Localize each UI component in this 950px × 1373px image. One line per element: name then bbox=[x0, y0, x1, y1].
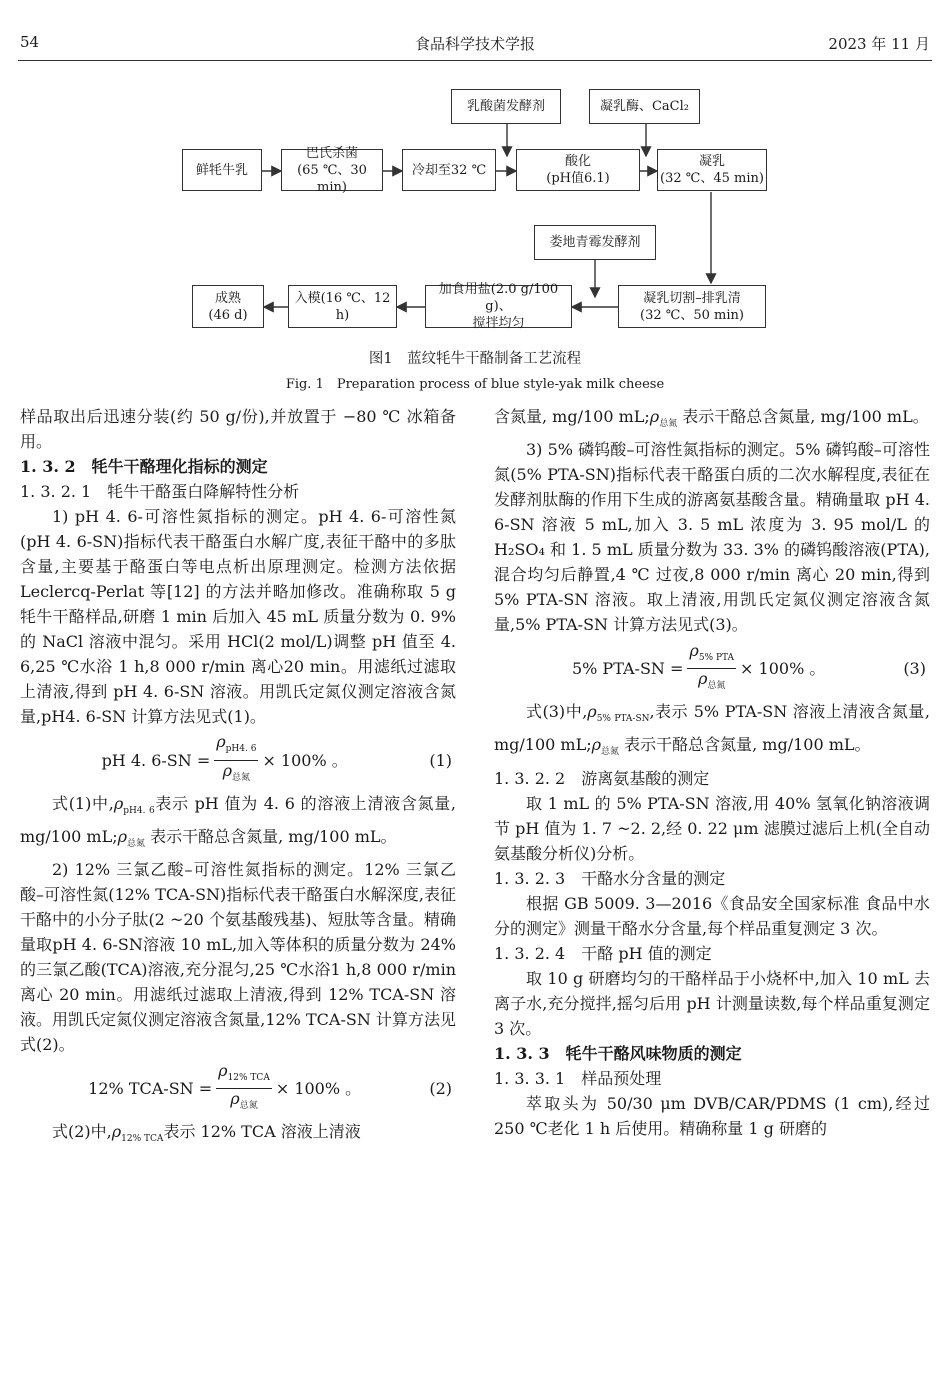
box-fresh-milk: 鲜牦牛乳 bbox=[182, 149, 262, 191]
paragraph: 2) 12% 三氯乙酸–可溶性氮指标的测定。12% 三氯乙酸–可溶性氮(12% TCA-SN)指标代表干酪蛋白水解深度,表征干酪中的小分子肽(2 ~20 个氨基酸残基)、短肽等含量。精确量取pH 4. 6-SN溶液 10 mL,加入等体积的质量分数为 24% 的三氯乙酸(TCA)溶液,充分混匀,25 ℃水浴1 h,8 000 r/min 离心 20 min。用滤纸过滤取上清液,得到 12% TCA-SN 溶液。用凯氏定氮仪测定溶液含氮量,12% TCA-SN 计算方法见式(2)。 bbox=[20, 860, 456, 1055]
paragraph: 取 10 g 研磨均匀的干酪样品于小烧杯中,加入 10 mL 去离子水,充分搅拌,摇匀后用 pH 计测量读数,每个样品重复测定 3 次。 bbox=[494, 968, 930, 1038]
section-heading: 1. 3. 2 牦牛干酪理化指标的测定 bbox=[20, 457, 268, 476]
box-mold-starter: 娄地青霉发酵剂 bbox=[534, 225, 656, 260]
box-lactic-starter: 乳酸菌发酵剂 bbox=[451, 89, 561, 124]
journal-title: 食品科学技术学报 bbox=[414, 35, 535, 53]
figure-caption-en: Fig. 1 Preparation process of blue style-yak milk cheese bbox=[285, 377, 665, 392]
paragraph: 含氮量, mg/100 $mL;\rho_{总氮}$ 表示干酪总含氮量, mg/100 mL。 bbox=[494, 407, 929, 430]
paragraph: 3) 5% 磷钨酸–可溶性氮指标的测定。5% 磷钨酸–可溶性氮(5% PTA-SN)指标代表干酪蛋白质的二次水解程度,表征在发酵剂肽酶的作用下生成的游离氨基酸含量。精确量取 pH 4. 6-SN 溶液 5 mL,加入 3. 5 mL 浓度为 3. 95 mol/L 的 H₂SO₄ 和 1. 5 mL 质量分数为 33. 3% 的磷钨酸溶液(PTA),混合均匀后静置,4 ℃ 过夜,8 000 r/min 离心 20 min,得到 5% PTA-SN 溶液。取上清液,用凯氏定氮仪测定溶液含氮量,5% PTA-SN 计算方法见式(3)。 bbox=[494, 440, 930, 635]
paragraph: 取 1 mL 的 5% PTA-SN 溶液,用 40% 氢氧化钠溶液调节 pH 值为 1. 7 ~2. 2,经 0. 22 μm 滤膜过滤后上机(全自动氨基酸分析仪)分析。 bbox=[494, 793, 930, 863]
paragraph: 式(1)中$,\rho_{pH4. 6}$表示 pH 值为 4. 6 的溶液上清液含氮量, mg/100 $mL;\rho_{总氮}$ 表示干酪总含氮量, mg/100 mL。 bbox=[20, 794, 456, 850]
box-rennet: 凝乳酶、CaCl₂ bbox=[589, 89, 700, 124]
box-cut-whey: 凝乳切割–排乳清 (32 ℃、50 min) bbox=[618, 285, 766, 328]
paragraph: 根据 GB 5009. 3—2016《食品安全国家标准 食品中水分的测定》测量干酪水分含量,每个样品重复测定 3 次。 bbox=[494, 893, 930, 938]
figure-caption-cn: 图1 蓝纹牦牛干酪制备工艺流程 bbox=[368, 351, 582, 367]
page-number: 54 bbox=[20, 33, 40, 51]
subsection-heading: 1. 3. 2. 1 牦牛干酪蛋白降解特性分析 bbox=[20, 482, 300, 501]
flowchart-arrows bbox=[0, 0, 950, 400]
paragraph: 萃取头为 50/30 μm DVB/CAR/PDMS (1 cm),经过 250 ℃老化 1 h 后使用。精确称量 1 g 研磨的 bbox=[494, 1093, 930, 1138]
paragraph: 式(2)中$,\rho_{12\% TCA}$表示 12% TCA 溶液上清液 bbox=[52, 1122, 361, 1145]
box-acidify: 酸化 (pH值6.1) bbox=[516, 149, 640, 191]
box-cool: 冷却至32 ℃ bbox=[402, 149, 496, 191]
formula-3: 5% PTA-SN = $\frac{\rho_{5\% PTA}}{\rho_{总氮}}$ × 100% 。 (3) bbox=[571, 640, 926, 691]
subsection-heading: 1. 3. 2. 4 干酪 pH 值的测定 bbox=[494, 943, 712, 963]
formula-1: pH 4. 6-SN = $\frac{\rho_{pH4. 6}}{\rho_{总氮}}$ × 100% 。 (1) bbox=[101, 732, 452, 783]
subsection-heading: 1. 3. 2. 2 游离氨基酸的测定 bbox=[494, 768, 710, 788]
box-ripen: 成熟 (46 d) bbox=[192, 285, 264, 328]
section-heading: 1. 3. 3 牦牛干酪风味物质的测定 bbox=[494, 1043, 742, 1063]
paragraph: 式(3)中$,\rho_{5\% PTA-SN}$,表示 5% PTA-SN 溶液上清液含氮量, mg/100 $mL;\rho_{总氮}$ 表示干酪总含氮量, mg/100 mL。 bbox=[494, 702, 930, 758]
paragraph: 样品取出后迅速分装(约 50 g/份),并放置于 −80 ℃ 冰箱备用。 bbox=[20, 407, 456, 451]
subsection-heading: 1. 3. 3. 1 样品预处理 bbox=[494, 1068, 662, 1088]
subsection-heading: 1. 3. 2. 3 干酪水分含量的测定 bbox=[494, 868, 726, 888]
box-mould: 入模(16 ℃、12 h) bbox=[288, 285, 397, 328]
formula-2: 12% TCA-SN = $\frac{\rho_{12\% TCA}}{\rho_{总氮}}$ × 100% 。 (2) bbox=[88, 1060, 452, 1112]
left-column bbox=[20, 404, 456, 1153]
right-column bbox=[494, 404, 930, 1141]
paragraph: 1) pH 4. 6-可溶性氮指标的测定。pH 4. 6-可溶性氮(pH 4. 6-SN)指标代表干酪蛋白水解广度,表征干酪中的多肽含量,主要基于酪蛋白等电点析出原理测定。检测方法依据 Leclercq-Perlat 等[12] 的方法并略加修改。准确称取 5 g 牦牛干酪样品,研磨 1 min 后加入 45 mL 质量分数为 0. 9% 的 NaCl 溶液中混匀。采用 HCl(2 mol/L)调整 pH 值至 4. 6,25 ℃水浴 1 h,8 000 r/min 离心20 min。用滤纸过滤取上清液,得到 pH 4. 6-SN 溶液。用凯氏定氮仪测定溶液含氮量,pH4. 6-SN 计算方法见式(1)。 bbox=[20, 507, 456, 726]
box-salt: 加食用盐(2.0 g/100 g)、 搅拌均匀 bbox=[425, 285, 572, 328]
box-pasteurize: 巴氏杀菌 (65 ℃、30 min) bbox=[281, 149, 383, 191]
box-curd: 凝乳 (32 ℃、45 min) bbox=[657, 149, 767, 191]
issue-date: 2023 年 11 月 bbox=[828, 35, 930, 53]
